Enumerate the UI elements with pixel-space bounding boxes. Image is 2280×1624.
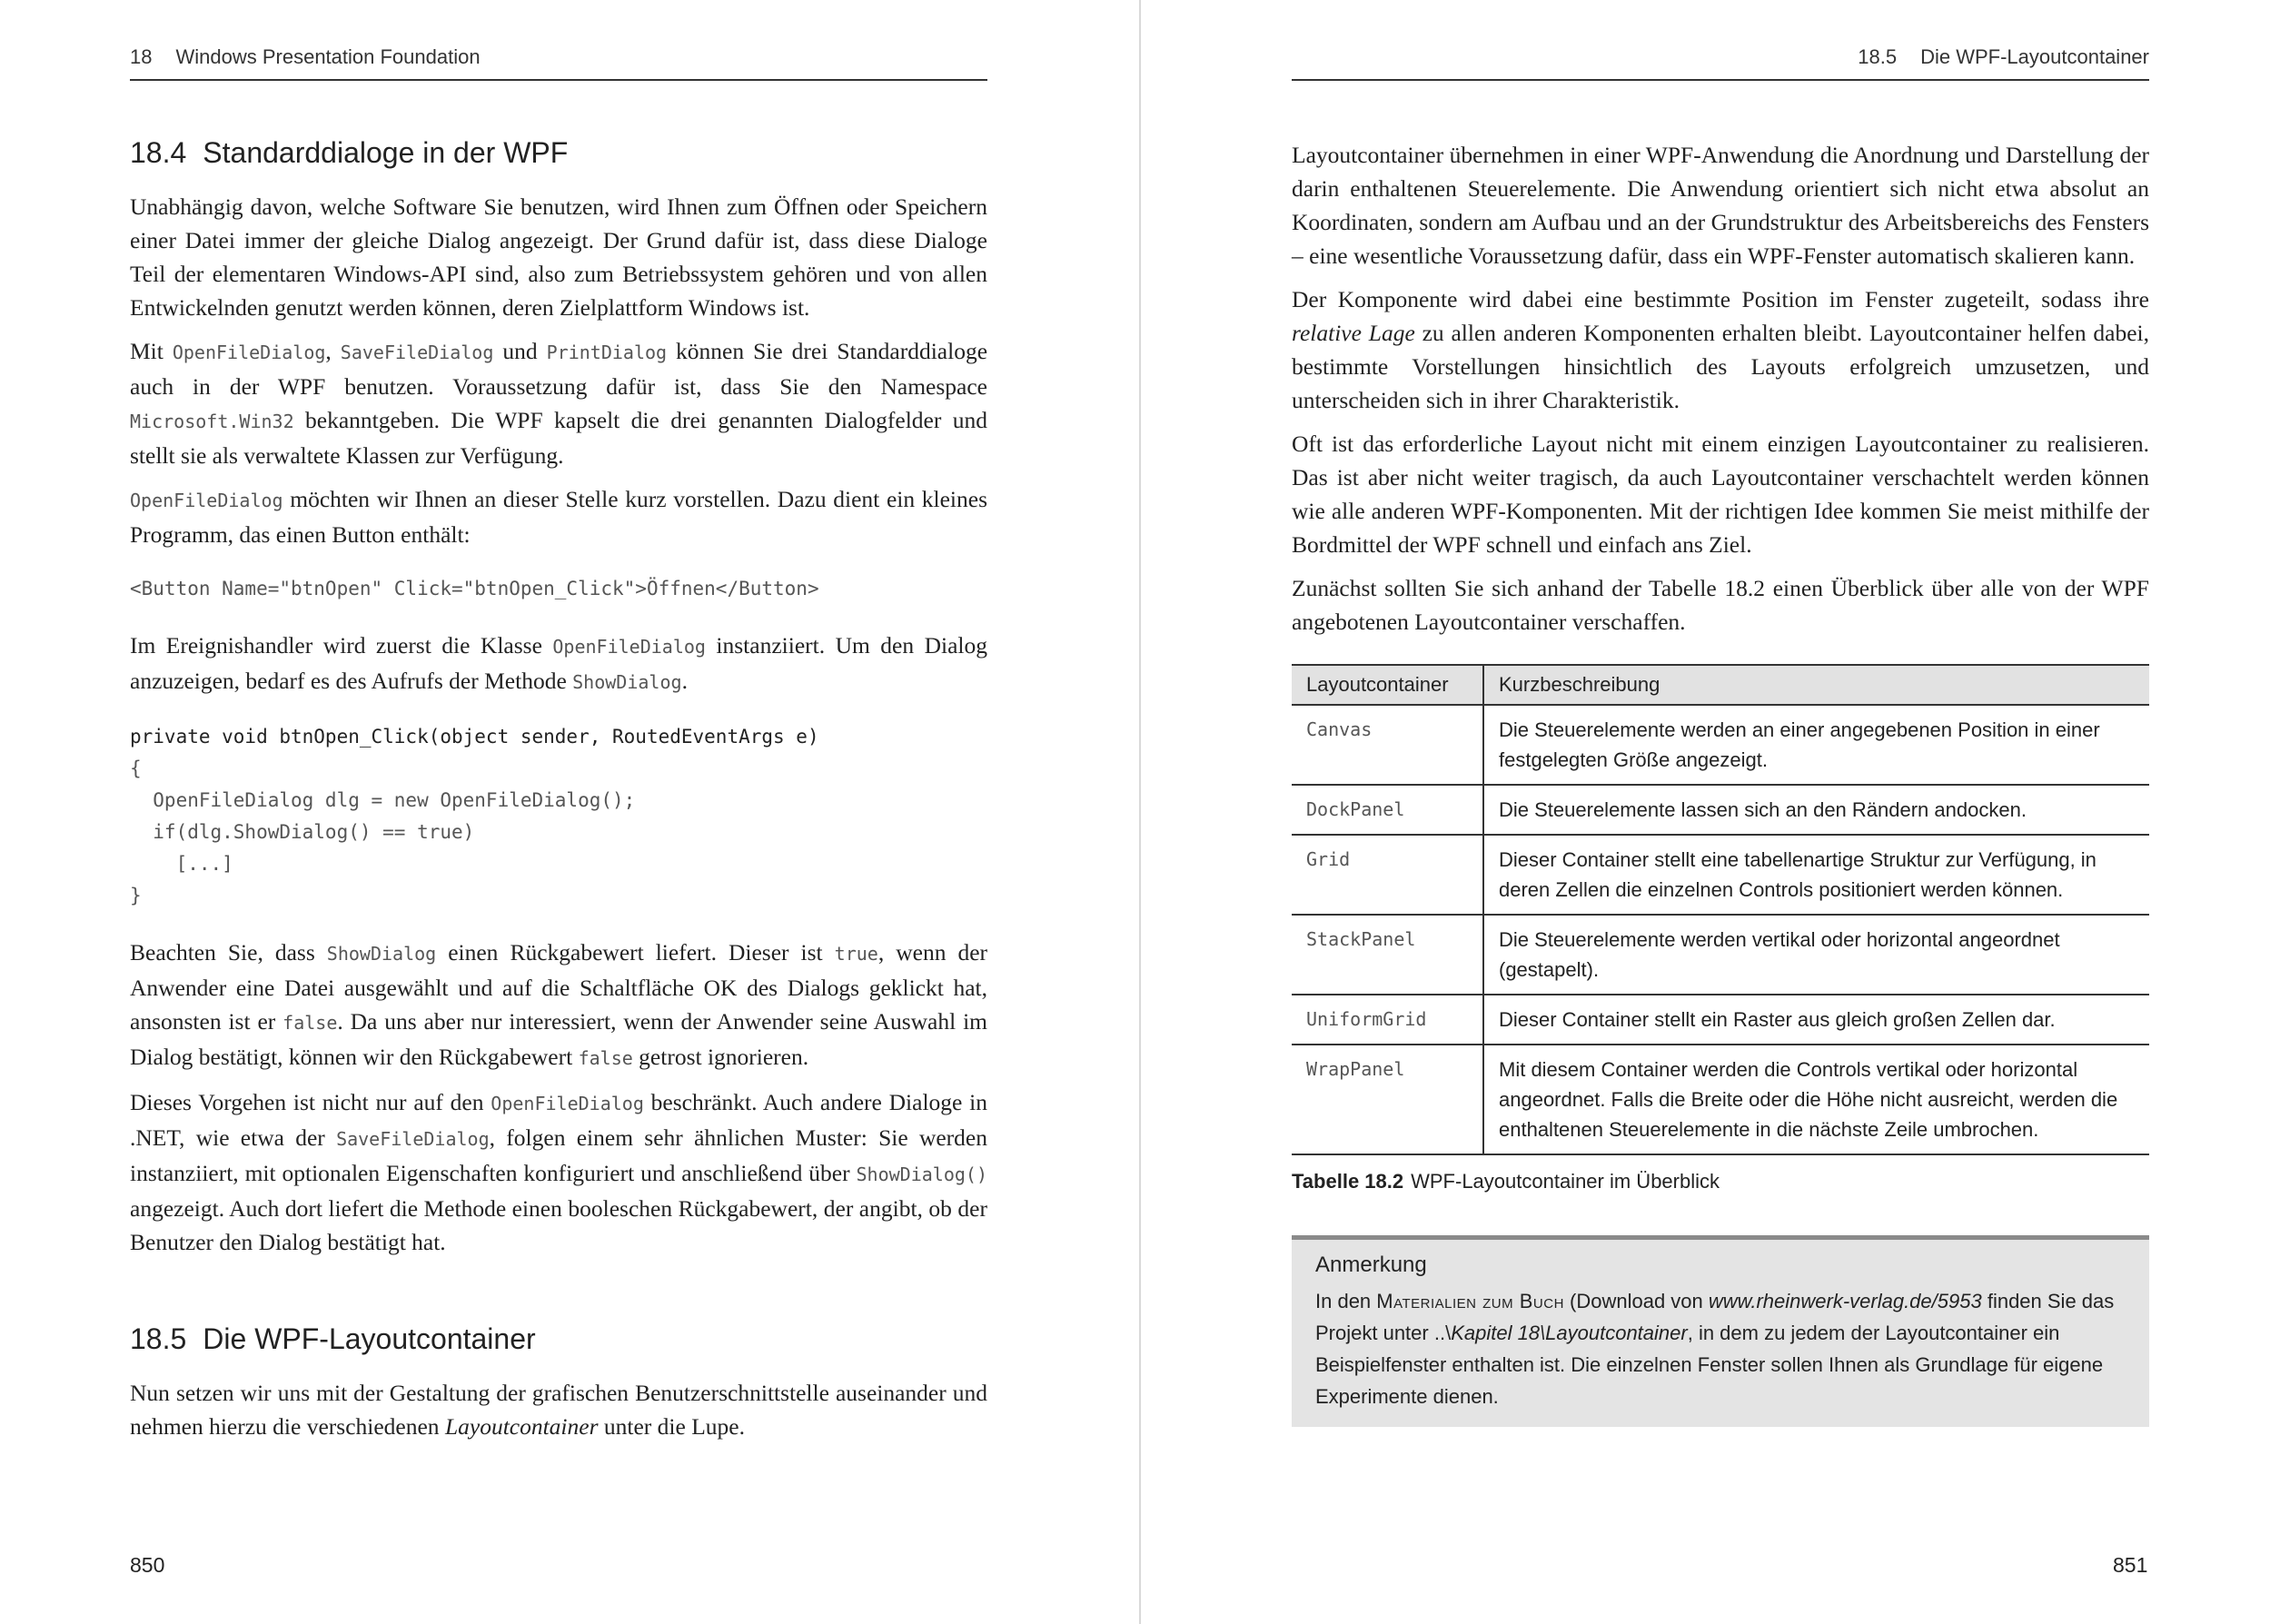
running-head-right xyxy=(1292,45,2149,69)
right-page xyxy=(1141,0,2280,1624)
section-number: 18.4 xyxy=(130,136,187,169)
code-line: if(dlg.ShowDialog() == true) xyxy=(130,821,475,843)
container-description: Die Steuerelemente lassen sich an den Rändern andocken. xyxy=(1483,785,2149,835)
table-row xyxy=(1292,1045,2149,1154)
column-header: Kurzbeschreibung xyxy=(1483,665,2149,705)
container-description: Dieser Container stellt ein Raster aus gleich großen Zellen dar. xyxy=(1483,995,2149,1045)
note-box xyxy=(1292,1235,2149,1427)
section-title: Die WPF-Layoutcontainer xyxy=(1920,45,2149,68)
inline-code: OpenFileDialog xyxy=(130,490,283,511)
code-line: [...] xyxy=(130,853,233,875)
section-title: Standarddialoge in der WPF xyxy=(203,136,569,169)
inline-code: ShowDialog xyxy=(326,943,437,965)
inline-code: ShowDialog() xyxy=(856,1164,987,1185)
layoutcontainer-table xyxy=(1292,664,2149,1155)
column-header: Layoutcontainer xyxy=(1292,665,1483,705)
inline-code: PrintDialog xyxy=(546,342,668,363)
code-line: } xyxy=(130,885,142,906)
caption-text: WPF-Layoutcontainer im Überblick xyxy=(1411,1170,1720,1193)
container-description: Die Steuerelemente werden an einer angegebenen Position in einer festgelegten Größe angezeigt. xyxy=(1483,705,2149,785)
running-head-left xyxy=(130,45,987,69)
header-rule xyxy=(1292,79,2149,81)
caption-label: Tabelle 18.2 xyxy=(1292,1170,1404,1193)
project-path: Kapitel 18\Layoutcontainer xyxy=(1451,1322,1688,1344)
emphasis: relative Lage xyxy=(1292,320,1415,346)
container-description: Mit diesem Container werden die Controls vertikal oder horizontal angeordnet. Falls die Breite oder die Höhe nicht ausreicht, werden die enthaltenen Steuerelemente in die nächste Zeile umbrochen. xyxy=(1483,1045,2149,1154)
container-name: WrapPanel xyxy=(1292,1045,1483,1154)
inline-code: SaveFileDialog xyxy=(336,1128,490,1150)
table-row xyxy=(1292,915,2149,995)
header-rule xyxy=(130,79,987,81)
code-block-button: <Button Name="btnOpen" Click="btnOpen_Click">Öffnen</Button> xyxy=(130,578,819,599)
paragraph: OpenFileDialog möchten wir Ihnen an dieser Stelle kurz vorstellen. Dazu dient ein kleines Programm, das einen Button enthält: xyxy=(130,486,987,548)
inline-code: OpenFileDialog xyxy=(491,1093,644,1114)
left-column xyxy=(130,136,987,1453)
inline-code: Microsoft.Win32 xyxy=(130,411,294,432)
inline-code: false xyxy=(283,1012,338,1034)
container-name: DockPanel xyxy=(1292,785,1483,835)
container-description: Dieser Container stellt eine tabellenartige Struktur zur Verfügung, in deren Zellen die einzelnen Controls positioniert werden können. xyxy=(1483,835,2149,915)
code-line: OpenFileDialog dlg = new OpenFileDialog(); xyxy=(130,789,636,811)
container-name: UniformGrid xyxy=(1292,995,1483,1045)
note-body: In den Materialien zum Buch (Download von www.rheinwerk-verlag.de/5953 finden Sie das Projekt unter ..\Kapitel 18\Layoutcontainer, in dem zu jedem der Layoutcontainer ein Beispielfenster enthalten ist. Die einzelnen Fenster sollen Ihnen als Grundlage für eigene Experimente dienen. xyxy=(1315,1290,2115,1408)
paragraph: Oft ist das erforderliche Layout nicht mit einem einzigen Layoutcontainer zu realisieren. Das ist aber nicht weiter tragisch, da auch Layoutcontainer verschachtelt werden können wie alle anderen WPF-Komponenten. Mit der richtigen Idee kommen Sie meist mithilfe der Bordmittel der WPF schnell und einfach ans Ziel. xyxy=(1292,431,2149,558)
inline-code: ShowDialog xyxy=(572,671,682,693)
section-number: 18.5 xyxy=(130,1322,187,1355)
table-row xyxy=(1292,835,2149,915)
right-column xyxy=(1292,138,2149,1427)
table-row xyxy=(1292,705,2149,785)
section-heading-18-5 xyxy=(130,1322,987,1356)
paragraph: Zunächst sollten Sie sich anhand der Tabelle 18.2 einen Überblick über alle von der WPF angebotenen Layoutcontainer verschaffen. xyxy=(1292,575,2149,635)
emphasis: Layoutcontainer xyxy=(444,1413,599,1440)
paragraph: Nun setzen wir uns mit der Gestaltung der grafischen Benutzerschnittstelle auseinander und nehmen hierzu die verschiedenen Layoutcontainer unter die Lupe. xyxy=(130,1380,987,1440)
paragraph: Der Komponente wird dabei eine bestimmte Position im Fenster zugeteilt, sodass ihre relative Lage zu allen anderen Komponenten erhalten bleibt. Layoutcontainer helfen dabei, bestimmte Vorstellungen hinsichtlich des Layouts erfolgreich umzusetzen, und unterscheiden sich in ihrer Charakteristik. xyxy=(1292,286,2149,413)
note-title: Anmerkung xyxy=(1315,1253,1427,1277)
container-name: StackPanel xyxy=(1292,915,1483,995)
container-name: Canvas xyxy=(1292,705,1483,785)
paragraph: Dieses Vorgehen ist nicht nur auf den OpenFileDialog beschränkt. Auch andere Dialoge in .NET, wie etwa der SaveFileDialog, folgen einem sehr ähnlichen Muster: Sie werden instanziiert, mit optionalen Eigenschaften konfiguriert und anschließend über ShowDialog() angezeigt. Auch dort liefert die Methode einen booleschen Rückgabewert, der angibt, ob der Benutzer den Dialog bestätigt hat. xyxy=(130,1089,987,1255)
chapter-title: Windows Presentation Foundation xyxy=(175,45,481,68)
inline-code: OpenFileDialog xyxy=(552,636,706,658)
download-url: www.rheinwerk-verlag.de/5953 xyxy=(1708,1290,1982,1312)
chapter-number: 18 xyxy=(130,45,153,68)
code-block-handler xyxy=(130,721,987,912)
inline-code: OpenFileDialog xyxy=(172,342,326,363)
table-header-row xyxy=(1292,665,2149,705)
paragraph: Im Ereignishandler wird zuerst die Klasse OpenFileDialog instanziiert. Um den Dialog anzuzeigen, bedarf es des Aufrufs der Methode ShowDialog. xyxy=(130,632,987,694)
table-row xyxy=(1292,785,2149,835)
inline-code: SaveFileDialog xyxy=(340,342,494,363)
paragraph: Unabhängig davon, welche Software Sie benutzen, wird Ihnen zum Öffnen oder Speichern einer Datei immer der gleiche Dialog angezeigt. Der Grund dafür ist, dass diese Dialoge Teil der elementaren Windows-API sind, also zum Betriebssystem gehören und von allen Entwickelnden genutzt werden können, deren Zielplattform Windows ist. xyxy=(130,193,987,321)
section-title: Die WPF-Layoutcontainer xyxy=(203,1322,536,1355)
paragraph: Beachten Sie, dass ShowDialog einen Rückgabewert liefert. Dieser ist true, wenn der Anwender eine Datei ausgewählt und auf die Schaltfläche OK des Dialogs geklickt hat, ansonsten ist er false. Da uns aber nur interessiert, wenn der Anwender seine Auswahl im Dialog bestätigt, können wir den Rückgabewert false getrost ignorieren. xyxy=(130,939,988,1070)
code-line: private void btnOpen_Click(object sender, RoutedEventArgs e) xyxy=(130,726,819,748)
table-row xyxy=(1292,995,2149,1045)
inline-code: false xyxy=(578,1047,633,1069)
page-number-left: 850 xyxy=(130,1553,165,1577)
inline-code: true xyxy=(834,943,878,965)
section-number: 18.5 xyxy=(1858,45,1898,68)
paragraph: Mit OpenFileDialog, SaveFileDialog und PrintDialog können Sie drei Standarddialoge auch in der WPF benutzen. Voraussetzung dafür ist, dass Sie den Namespace Microsoft.Win32 bekanntgeben. Die WPF kapselt die drei genannten Dialogfelder und stellt sie als verwaltete Klassen zur Verfügung. xyxy=(130,338,988,469)
code-line: { xyxy=(130,758,142,779)
page-number-right: 851 xyxy=(2113,1553,2148,1577)
section-heading-18-4 xyxy=(130,136,987,170)
paragraph: Layoutcontainer übernehmen in einer WPF-Anwendung die Anordnung und Darstellung der darin enthaltenen Steuerelemente. Die Anwendung orientiert sich nicht etwa absolut an Koordinaten, sondern am Aufbau und an der Grundstruktur des Arbeitsbereichs des Fensters – eine wesentliche Voraussetzung dafür, dass ein WPF-Fenster automatisch skalieren kann. xyxy=(1292,142,2149,269)
table-caption xyxy=(1292,1170,2149,1193)
container-name: Grid xyxy=(1292,835,1483,915)
small-caps-text: Materialien zum Buch xyxy=(1376,1290,1564,1312)
container-description: Die Steuerelemente werden vertikal oder horizontal angeordnet (gestapelt). xyxy=(1483,915,2149,995)
